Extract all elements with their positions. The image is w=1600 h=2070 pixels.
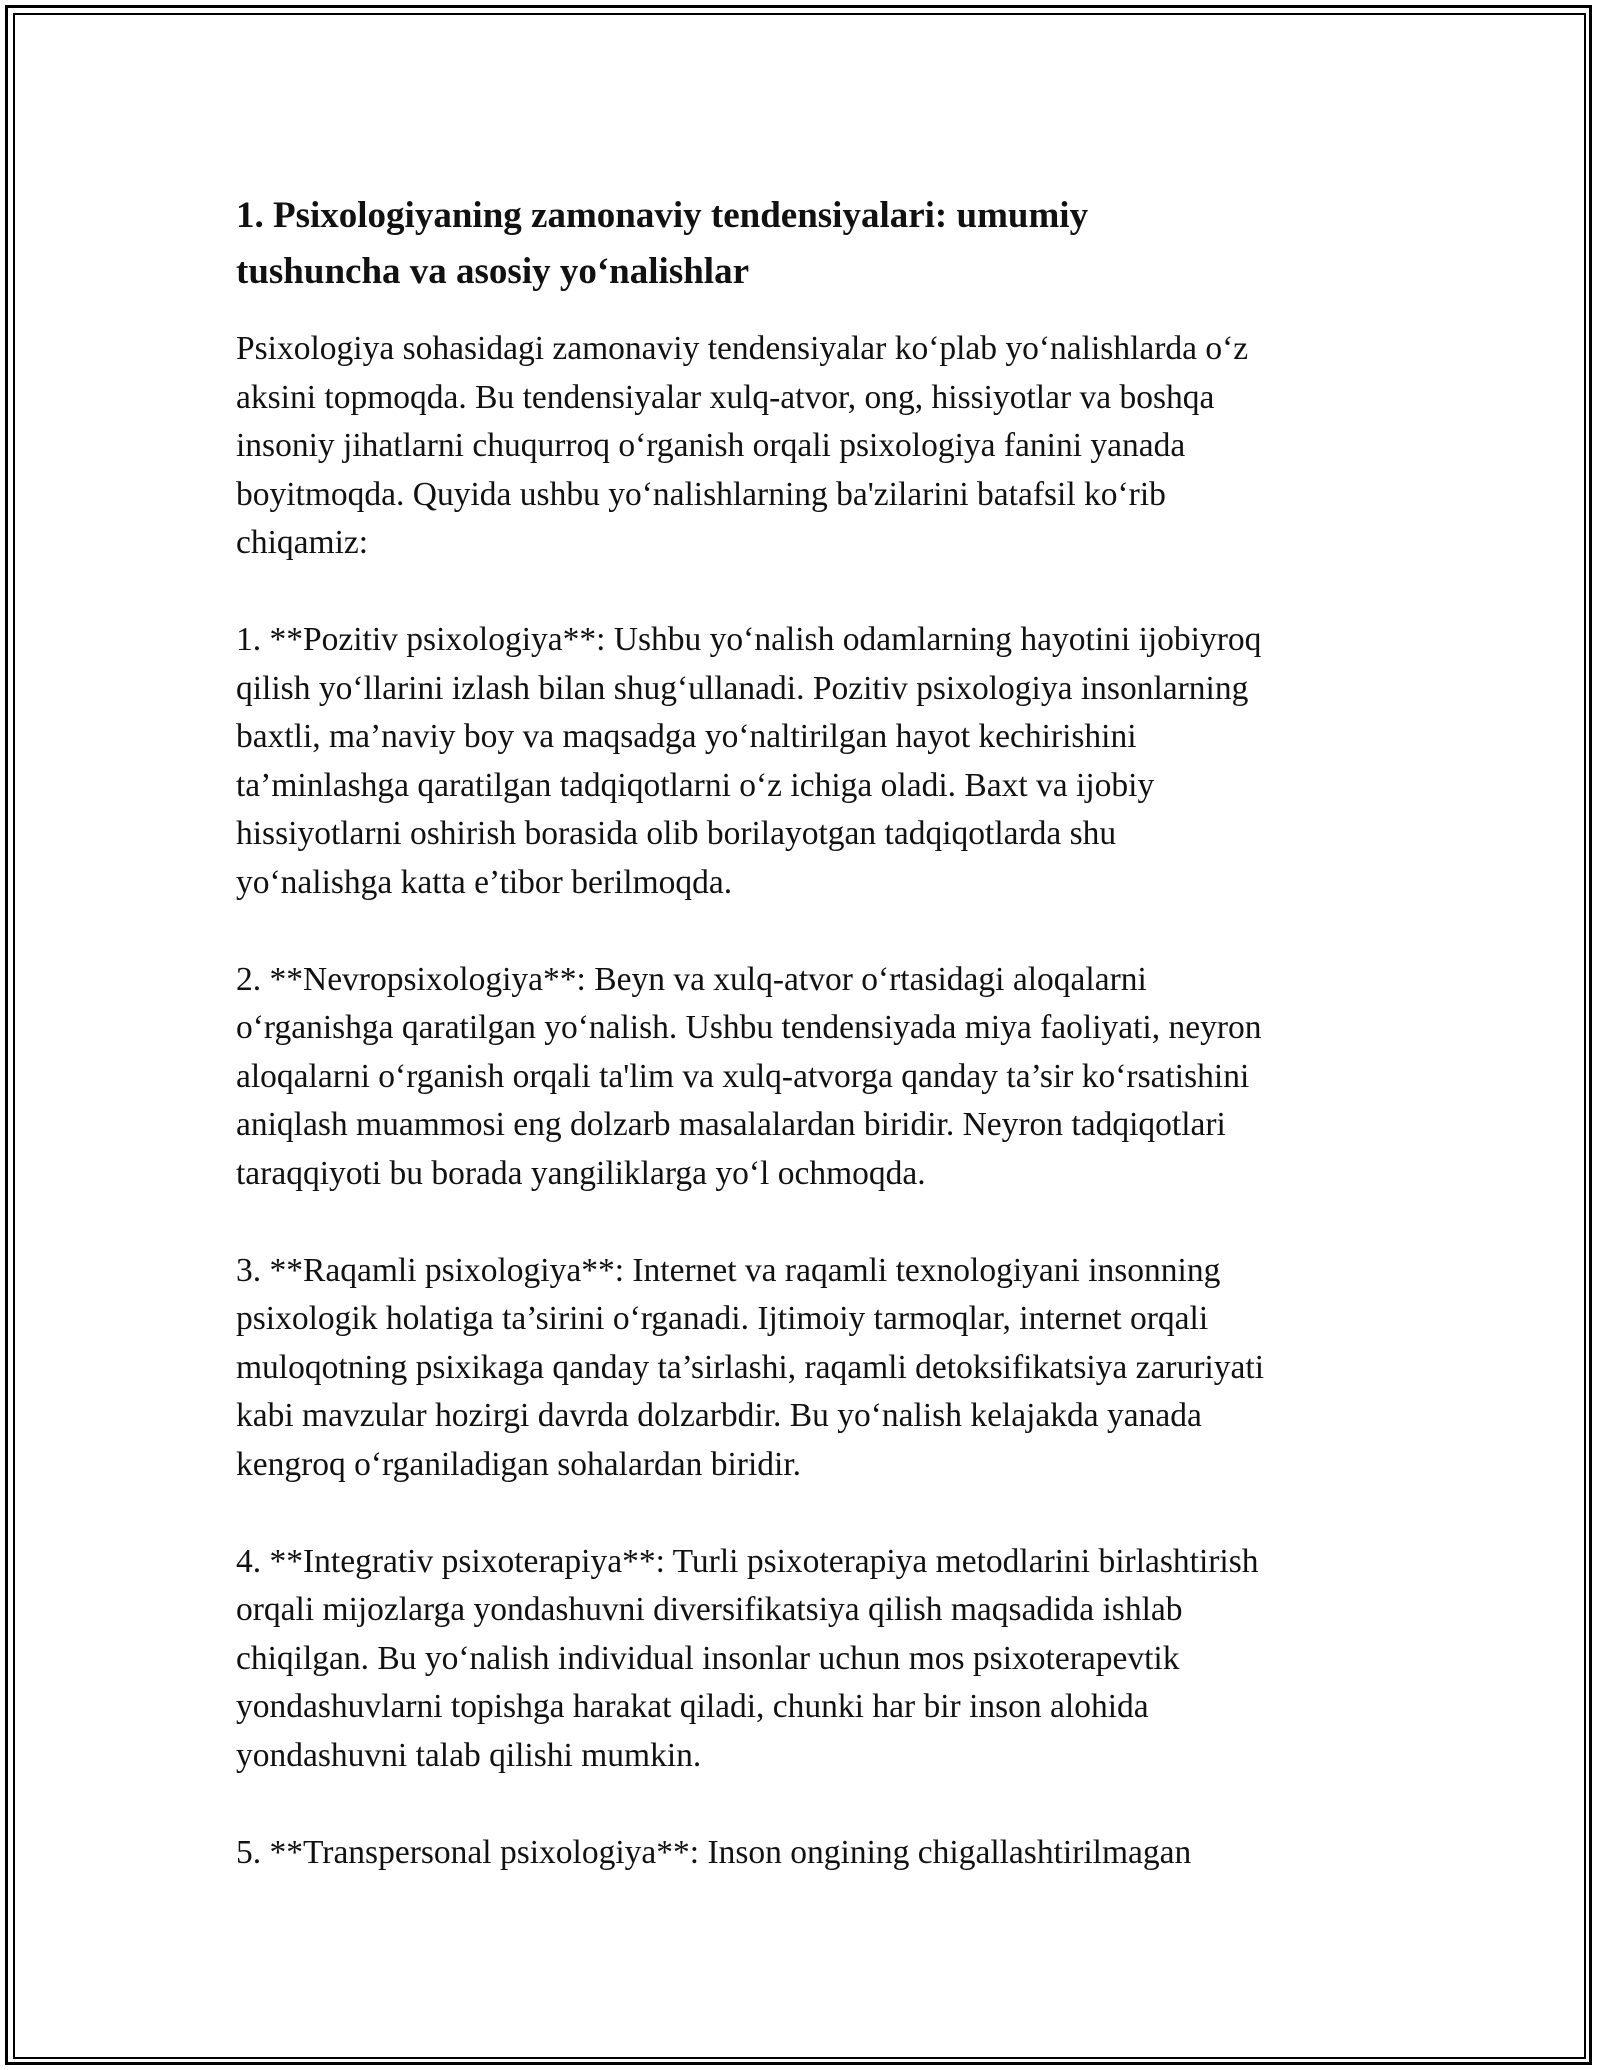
- list-item-transpersonal-psychology: 5. **Transpersonal psixologiya**: Inson ongining chigallashtirilmagan: [236, 1833, 1192, 1871]
- list-item-integrative-psychotherapy: 4. **Integrativ psixoterapiya**: Turli psixoterapiya metodlarini birlashtirish orqali mijozlarga yondashuvni diversifikatsiya qilish maqsadida ishlab chiqilgan. Bu yo‘nalish individual insonlar uchun mos psixoterapevtik yondashuvlarni topishga harakat qiladi, chunki har bir inson alohida yondashuvni talab qilishi mumkin.: [236, 1542, 1259, 1774]
- section-heading: 1. Psixologiyaning zamonaviy tendensiyalari: umumiy tushuncha va asosiy yo‘nalishlar: [236, 195, 1089, 292]
- list-item-positive-psychology: 1. **Pozitiv psixologiya**: Ushbu yo‘nalish odamlarning hayotini ijobiyroq qilish yo‘llarini izlash bilan shug‘ullanadi. Pozitiv psixologiya insonlarning baxtli, ma’naviy boy va maqsadga yo‘naltirilgan hayot kechirishini ta’minlashga qaratilgan tadqiqotlarni o‘z ichiga oladi. Baxt va ijobiy hissiyotlarni oshirish borasida olib borilayotgan tadqiqotlarda shu yo‘nalishga katta e’tibor berilmoqda.: [236, 621, 1262, 901]
- list-item-neuropsychology: 2. **Nevropsixologiya**: Beyn va xulq-atvor o‘rtasidagi aloqalarni o‘rganishga qaratilgan yo‘nalish. Ushbu tendensiyada miya faoliyati, neyron aloqalarni o‘rganish orqali ta'lim va xulq-atvorga qanday ta’sir ko‘rsatishini aniqlash muammosi eng dolzarb masalalardan biridir. Neyron tadqiqotlari taraqqiyoti bu borada yangiliklarga yo‘l ochmoqda.: [236, 960, 1262, 1192]
- list-item-digital-psychology: 3. **Raqamli psixologiya**: Internet va raqamli texnologiyani insonning psixologik holatiga ta’sirini o‘rganadi. Ijtimoiy tarmoqlar, internet orqali muloqotning psixikaga qanday ta’sirlashi, raqamli detoksifikatsiya zaruriyati kabi mavzular hozirgi davrda dolzarbdir. Bu yo‘nalish kelajakda yanada kengroq o‘rganiladigan sohalardan biridir.: [236, 1251, 1265, 1483]
- document-body: [236, 188, 1376, 1926]
- intro-paragraph: Psixologiya sohasidagi zamonaviy tendensiyalar ko‘plab yo‘nalishlarda o‘z aksini topmoqda. Bu tendensiyalar xulq-atvor, ong, hissiyotlar va boshqa insoniy jihatlarni chuqurroq o‘rganish orqali psixologiya fanini yanada boyitmoqda. Quyida ushbu yo‘nalishlarning ba'zilarini batafsil ko‘rib chiqamiz:: [236, 330, 1249, 561]
